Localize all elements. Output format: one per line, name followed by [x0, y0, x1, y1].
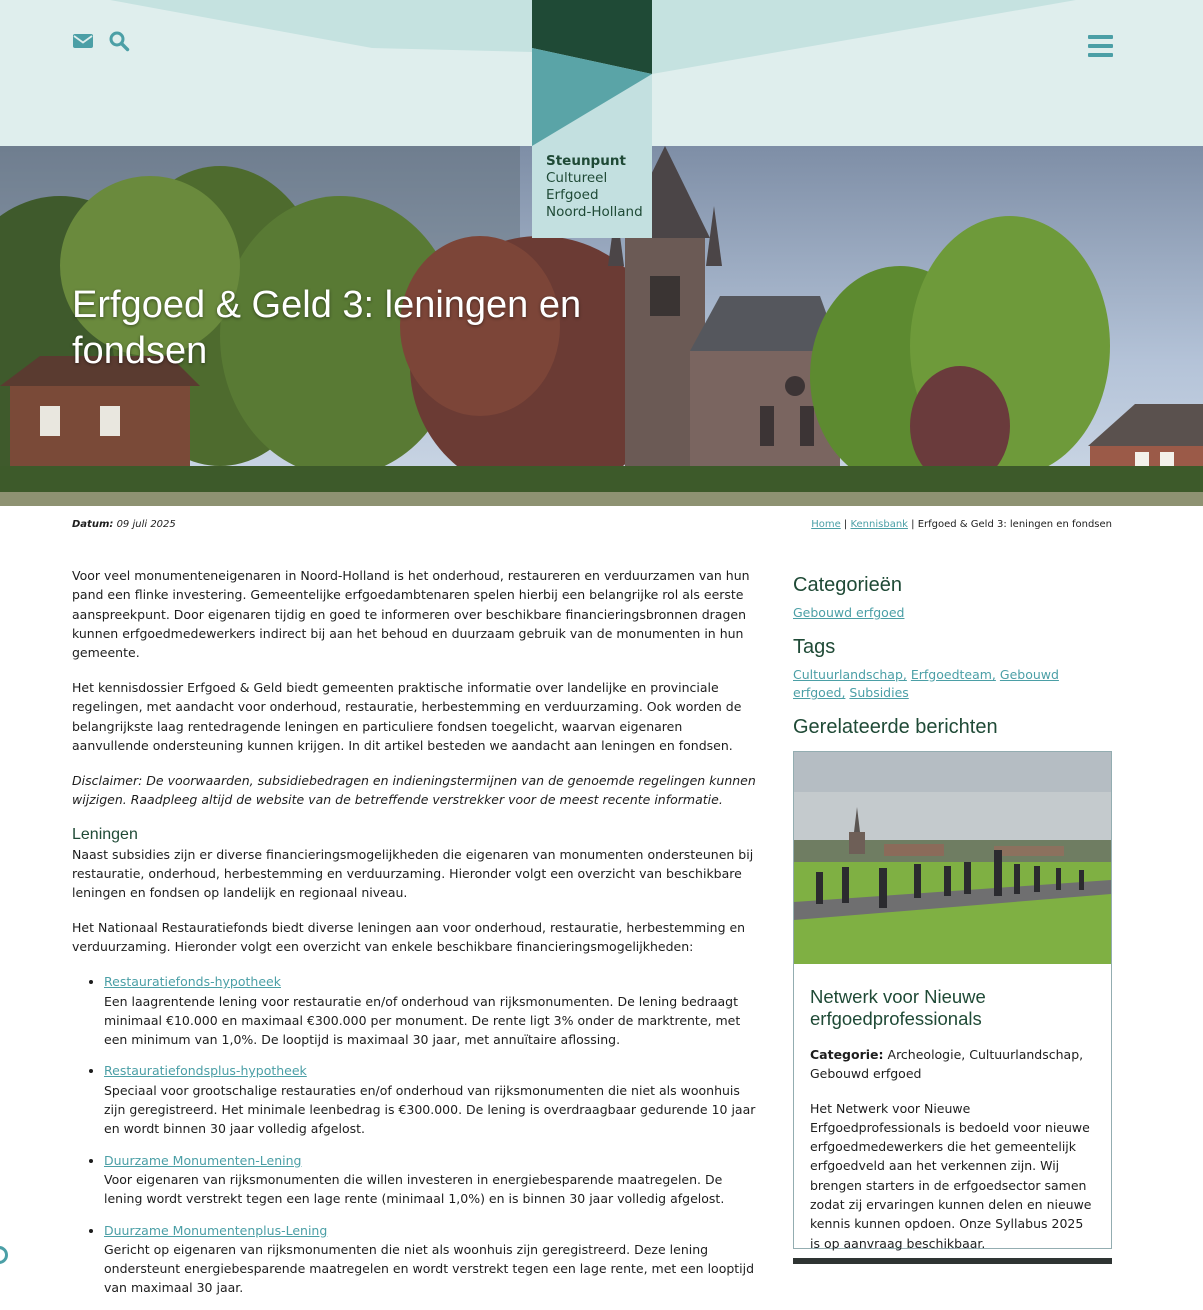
tag-link[interactable]: Subsidies	[849, 685, 909, 700]
category-label: Categorie:	[810, 1047, 884, 1062]
logo-text	[532, 146, 652, 238]
tag-links	[793, 666, 1112, 702]
loan-link[interactable]: Restauratiefondsplus-hypotheek	[104, 1063, 307, 1079]
breadcrumb-separator: |	[911, 519, 915, 530]
breadcrumb-separator: |	[843, 519, 848, 530]
article-body	[72, 566, 756, 1310]
dossier-paragraph: Het kennisdossier Erfgoed & Geld biedt gemeenten praktische informatie over landelijke en provinciale regelingen, met aandacht voor onderhoud, restauratie, herbestemming en verduurzaming. Ook worden de belangrijkste laag rentedragende leningen en particuliere fondsen toegelicht, waarvan eigenaren aanvullende ondersteuning kunnen krijgen. In dit artikel besteden we aandacht aan leningen en fondsen.	[72, 679, 742, 753]
loan-description: Een laagrentende lening voor restauratie en/of onderhoud van rijksmonumenten. De lening bedraagt minimaal €10.000 en maximaal €300.000 per monument. De rente ligt 3% onder de marktrente, met een minimum van 1,0%. De looptijd is maximaal 30 jaar, met annuïtaire aflossing.	[104, 993, 741, 1048]
page-title: Erfgoed & Geld 3: leningen en fondsen	[72, 284, 582, 372]
breadcrumb-kennisbank[interactable]: Kennisbank	[850, 519, 908, 530]
breadcrumb-current: Erfgoed & Geld 3: leningen en fondsen	[917, 519, 1112, 530]
list-item	[104, 1061, 756, 1138]
logo-mark	[532, 0, 652, 146]
tag-link[interactable]: Gebouwd erfgoed,	[793, 667, 1059, 700]
breadcrumb	[811, 518, 1112, 531]
related-post-excerpt: Het Netwerk voor Nieuwe Erfgoedprofessionals is bedoeld voor nieuwe erfgoedmedewerkers die het gemeentelijk erfgoedveld aan het verkennen zijn. Wij brengen starters in de erfgoedsector samen zodat zij ervaringen kunnen delen en nieuwe kennis kunnen opdoen. Onze Syllabus 2025 is op aanvraag beschikbaar.	[810, 1100, 1092, 1251]
tag-link[interactable]: Erfgoedteam,	[910, 667, 996, 682]
logo-line: Erfgoed	[546, 187, 599, 203]
logo-line: Steunpunt	[546, 153, 626, 169]
nrf-intro: Het Nationaal Restauratiefonds biedt diverse leningen aan voor onderhoud, restauratie, herbestemming en verduurzaming. Hieronder volgt een overzicht van enkele beschikbare financieringsmogelijkheden:	[72, 920, 746, 955]
chat-widget-icon[interactable]	[0, 1246, 8, 1264]
category-links	[793, 604, 1112, 622]
related-post-title[interactable]: Netwerk voor Nieuwe erfgoedprofessionals	[810, 986, 986, 1029]
loan-description: Voor eigenaren van rijksmonumenten die willen investeren in energiebesparende maatregelen. De lening wordt verstrekt tegen een lage rente (minimaal 1,0%) en is binnen 30 jaar volledig afgelost.	[104, 1171, 725, 1207]
category-link[interactable]: Gebouwd erfgoed	[793, 605, 905, 620]
loan-list	[72, 972, 756, 1297]
category-value: Archeologie, Cultuurlandschap, Gebouwd erfgoed	[810, 1047, 1084, 1082]
loan-link[interactable]: Duurzame Monumenten-Lening	[104, 1152, 302, 1168]
related-post-card[interactable]	[793, 751, 1112, 1249]
related-post-photo	[794, 752, 1111, 964]
tags-heading: Tags	[793, 636, 836, 658]
loan-link[interactable]: Duurzame Monumentenplus-Lening	[104, 1222, 328, 1238]
loan-description: Gericht op eigenaren van rijksmonumenten die niet als woonhuis zijn geregistreerd. Deze lening ondersteunt energiebesparende maatregelen en wordt verstrekt tegen een lage rente, met een looptijd van maximaal 30 jaar.	[104, 1241, 755, 1296]
loan-link[interactable]: Restauratiefonds-hypotheek	[104, 974, 281, 990]
logo-line: Cultureel	[546, 170, 608, 186]
tag-link[interactable]: Cultuurlandschap,	[793, 667, 907, 682]
date-value: 09 juli 2025	[116, 519, 176, 530]
disclaimer: Disclaimer: De voorwaarden, subsidiebedragen en indieningstermijnen van de genoemde regelingen kunnen wijzigen. Raadpleeg altijd de website van de betreffende verstrekker voor de meest recente informatie.	[72, 772, 756, 807]
list-item	[104, 972, 756, 1049]
loan-description: Speciaal voor grootschalige restauraties en/of onderhoud van rijksmonumenten die niet als woonhuis zijn geregistreerd. Het minimale leenbedrag is €300.000. De lening is overdraagbaar gedurende 10 jaar en wordt binnen 30 jaar volledig afgelost.	[104, 1082, 756, 1137]
categories-heading: Categorieën	[793, 574, 902, 596]
list-item	[104, 1151, 756, 1209]
next-related-post-image[interactable]	[793, 1258, 1112, 1264]
leningen-intro: Naast subsidies zijn er diverse financieringsmogelijkheden die eigenaren van monumenten ondersteunen bij restauratie, onderhoud, herbestemming en verduurzaming. Hieronder volgt een overzicht van beschikbare leningen en fondsen op landelijk en regionaal niveau.	[72, 846, 754, 901]
envelope-icon[interactable]	[72, 30, 94, 52]
post-date	[72, 518, 176, 531]
logo-line: Noord-Holland	[546, 204, 643, 220]
breadcrumb-home[interactable]: Home	[811, 519, 841, 530]
sidebar	[793, 573, 1112, 1249]
meta-bar	[72, 518, 1112, 532]
search-icon[interactable]	[108, 30, 130, 52]
hamburger-menu-icon[interactable]	[1088, 35, 1113, 59]
section-heading-leningen: Leningen	[72, 825, 138, 843]
intro-paragraph: Voor veel monumenteneigenaren in Noord-Holland is het onderhoud, restaureren en verduurzamen van hun pand een flinke investering. Gemeentelijke erfgoedambtenaren spelen hierbij een belangrijke rol als eerste aanspreekpunt. Door eigenaren tijdig en goed te informeren over beschikbare financieringsbronnen dragen kunnen erfgoedmedewerkers indirect bij aan het behoud en duurzaam gebruik van de monumenten in hun gemeente.	[72, 568, 750, 661]
related-post-categories	[810, 1045, 1095, 1084]
site-logo[interactable]	[532, 0, 652, 238]
related-heading: Gerelateerde berichten	[793, 716, 998, 738]
date-label: Datum:	[72, 519, 114, 530]
list-item	[104, 1221, 756, 1298]
